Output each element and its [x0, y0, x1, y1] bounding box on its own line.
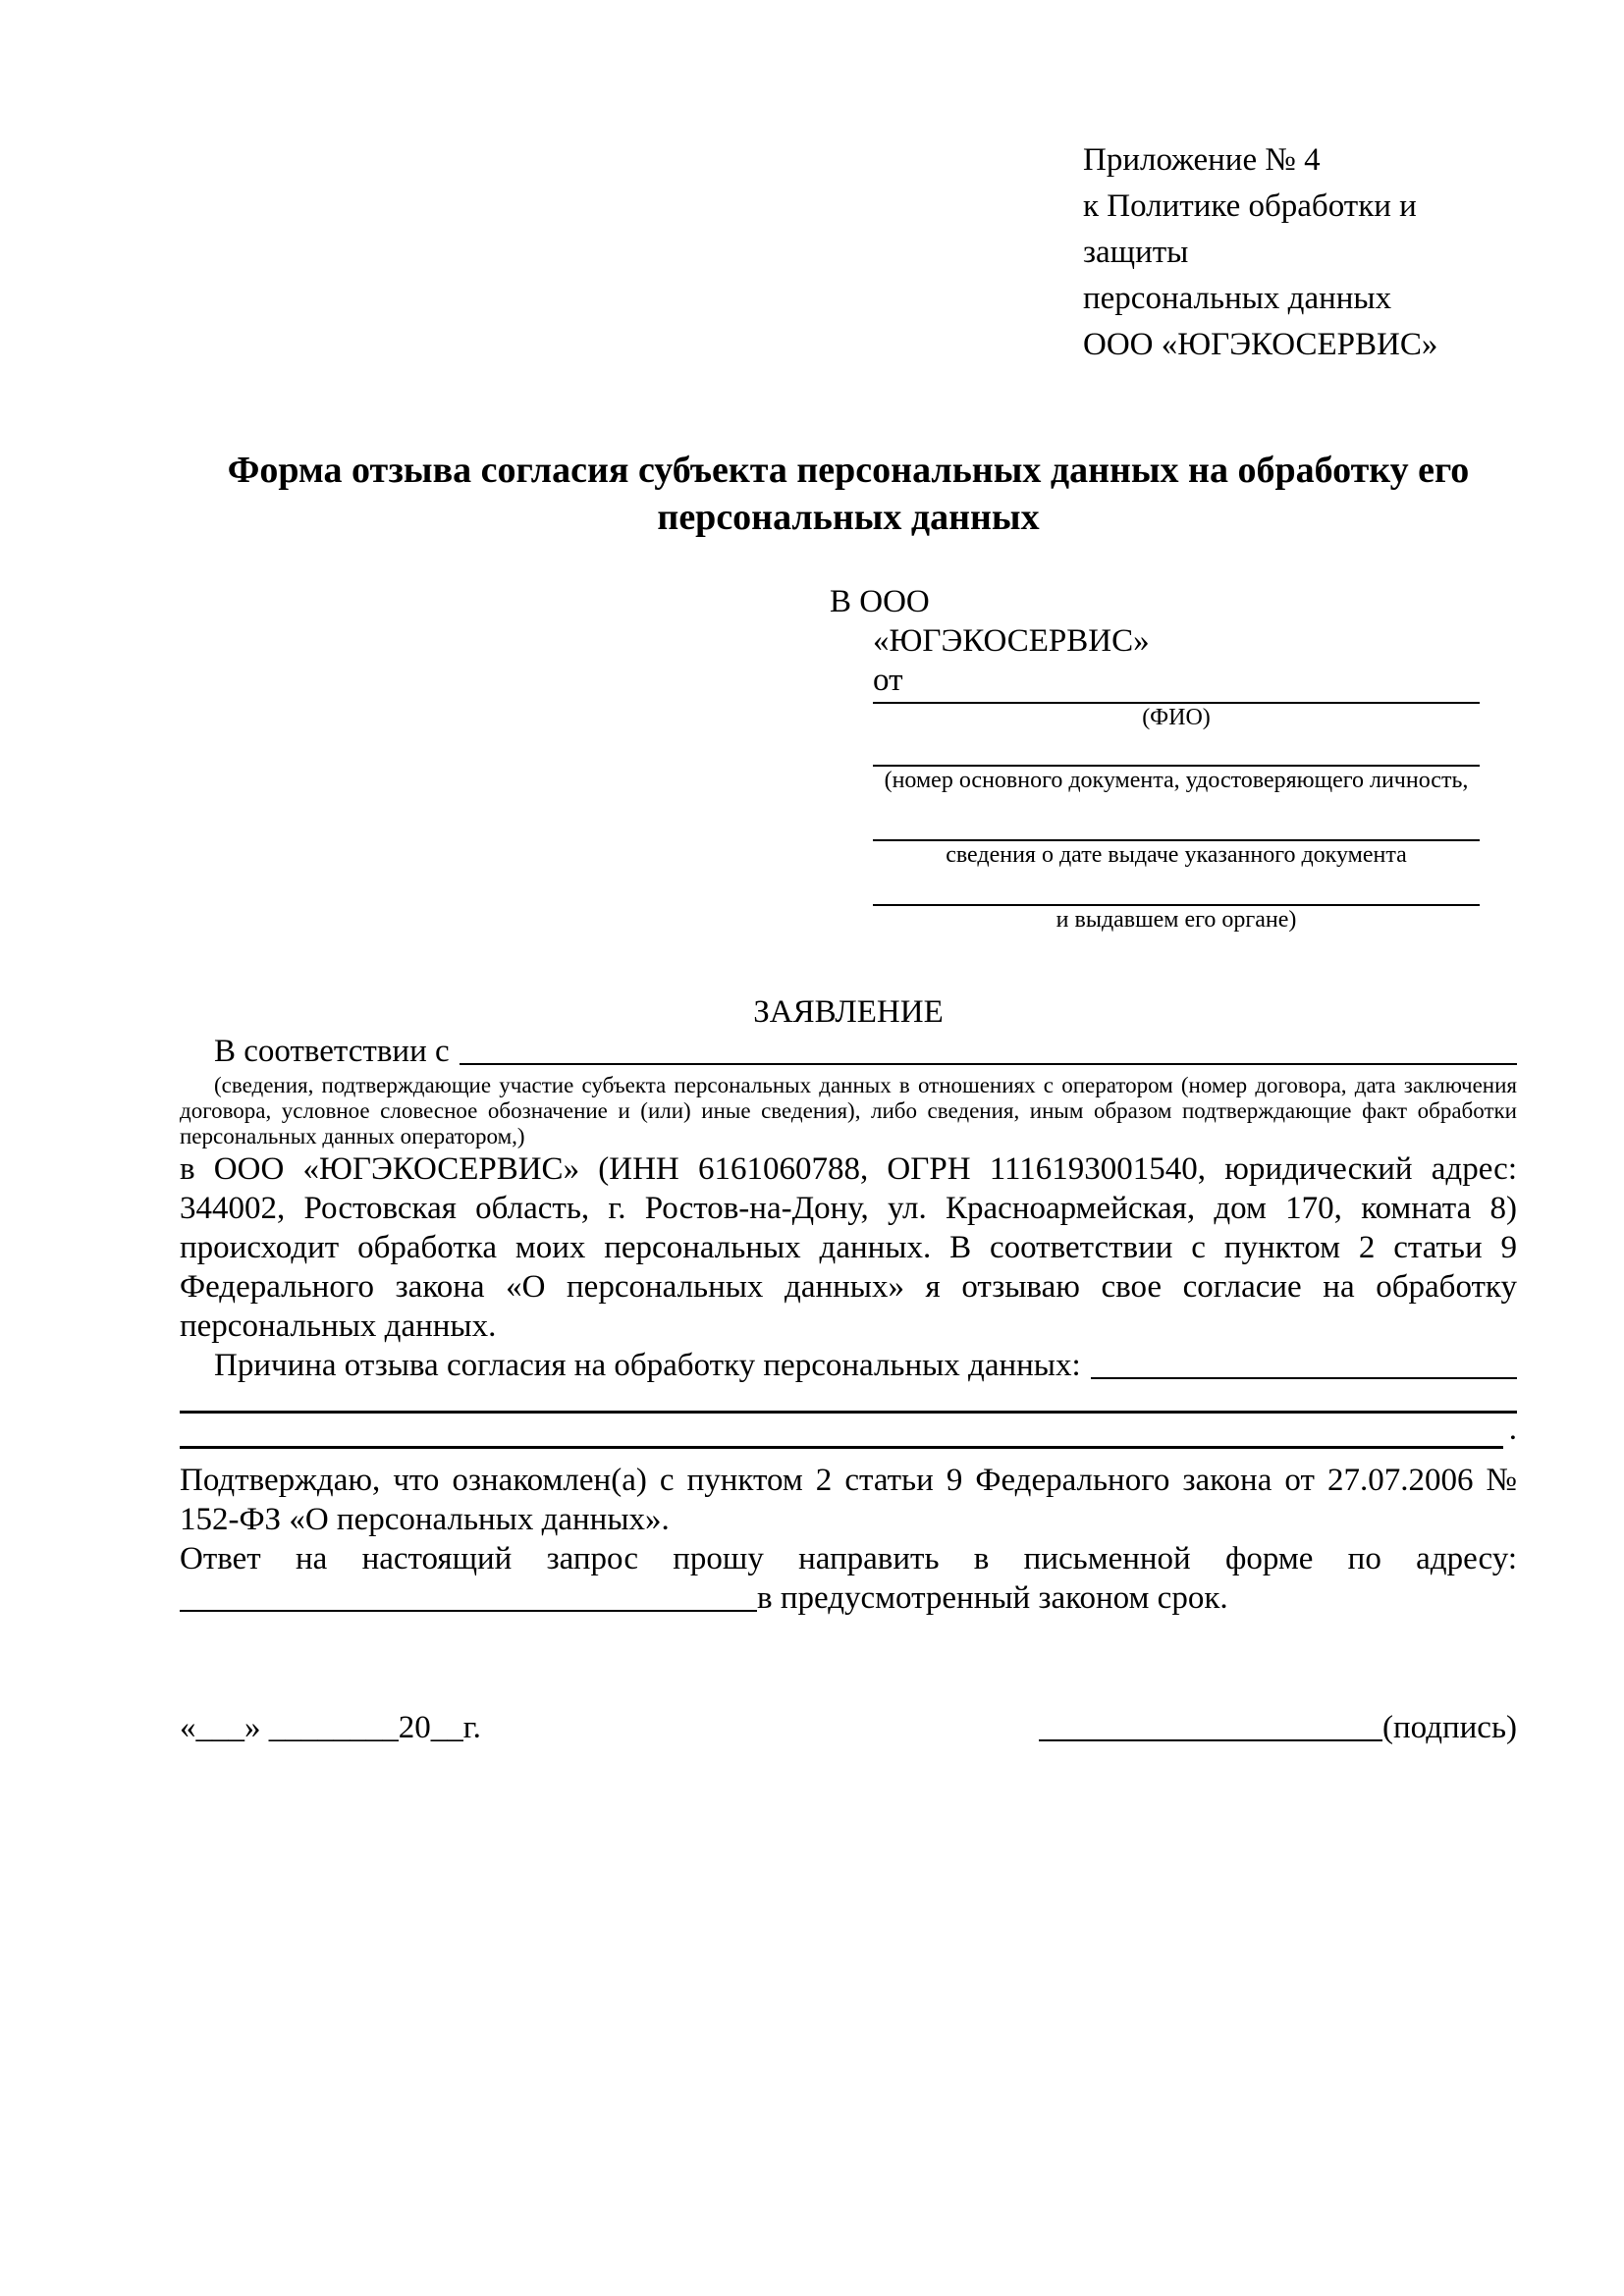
fio-field-group: [830, 700, 1480, 731]
body-paragraph: в ООО «ЮГЭКОСЕРВИС» (ИНН 6161060788, ОГРН 1116193001540, юридический адрес: 344002, Ростовская область, г. Ростов-на-Дону, ул. Красноармейская, дом 170, комната 8) происходит обработка моих персональных данных. В соответствии с пунктом 2 статьи 9 Федерального закона «О персональных данных» я отзываю свое согласие на обработку персональных данных.: [180, 1151, 1517, 1344]
intro-blank-line: [460, 1032, 1517, 1065]
addressee-from: от: [873, 663, 903, 698]
reason-blank-line: [1091, 1346, 1517, 1379]
issue-authority-blank-line: [873, 869, 1480, 906]
doc-number-blank-line: [873, 731, 1480, 767]
appendix-line: персональных данных: [1083, 281, 1392, 316]
reason-ruled-line-2-blank: [180, 1414, 1503, 1449]
issue-authority-field-group: [830, 869, 1480, 934]
statement-heading: ЗАЯВЛЕНИЕ: [753, 994, 944, 1030]
signature-blank-line: [1039, 1739, 1382, 1741]
fine-print: (сведения, подтверждающие участие субъекта персональных данных в отношениях с оператором (номер договора, дата заключения договора, условное словесное обозначение и (или) иные сведения), либо сведения, иным образом подтверждающие факт обработки персональных данных оператором,): [180, 1073, 1517, 1148]
addressee-org: «ЮГЭКОСЕРВИС»: [873, 623, 1150, 659]
reason-period: .: [1508, 1412, 1517, 1447]
addressee-block: [830, 582, 1480, 934]
document-content: [180, 0, 1517, 1747]
doc-number-caption: (номер основного документа, удостоверяющего личность,: [884, 768, 1469, 793]
confirm-paragraph: Подтверждаю, что ознакомлен(а) с пунктом 2 статьи 9 Федерального закона от 27.07.2006 № 152-ФЗ «О персональных данных».: [180, 1463, 1517, 1537]
intro-line: [180, 1032, 1517, 1071]
addressee-to: В ООО: [830, 584, 930, 619]
fio-caption: (ФИО): [1142, 705, 1211, 730]
issue-date-caption: сведения о дате выдаче указанного документа: [946, 842, 1407, 868]
issue-authority-caption: и выдавшем его органе): [1056, 907, 1297, 933]
doc-number-field-group: [830, 731, 1480, 794]
reply-address-line: [180, 1578, 1517, 1618]
footer-row: [180, 1708, 1517, 1747]
reply-lead-line: Ответ на настоящий запрос прошу направить в письменной форме по адресу:: [180, 1541, 1517, 1576]
reply-tail: в предусмотренный законом срок.: [757, 1580, 1228, 1616]
date-line: «___» ________20__г.: [180, 1710, 481, 1745]
document-title: Форма отзыва согласия субъекта персональных данных на обработку его персональных данных: [227, 450, 1470, 538]
reply-address-blank-line: [180, 1578, 757, 1612]
reason-line: [180, 1346, 1517, 1385]
intro-lead: В соответствии с: [214, 1034, 450, 1069]
reason-ruled-line-2: [180, 1414, 1517, 1449]
appendix-line: Приложение № 4: [1083, 142, 1321, 178]
signature-caption: (подпись): [1382, 1710, 1517, 1745]
issue-date-field-group: [830, 794, 1480, 869]
appendix-line: к Политике обработки и защиты: [1083, 188, 1417, 270]
appendix-block: [1083, 137, 1517, 368]
signature-group: [1039, 1708, 1517, 1747]
reason-ruled-line-1: [180, 1385, 1517, 1414]
issue-date-blank-line: [873, 794, 1480, 841]
reason-lead: Причина отзыва согласия на обработку персональных данных:: [214, 1348, 1081, 1383]
appendix-line: ООО «ЮГЭКОСЕРВИС»: [1083, 327, 1438, 362]
